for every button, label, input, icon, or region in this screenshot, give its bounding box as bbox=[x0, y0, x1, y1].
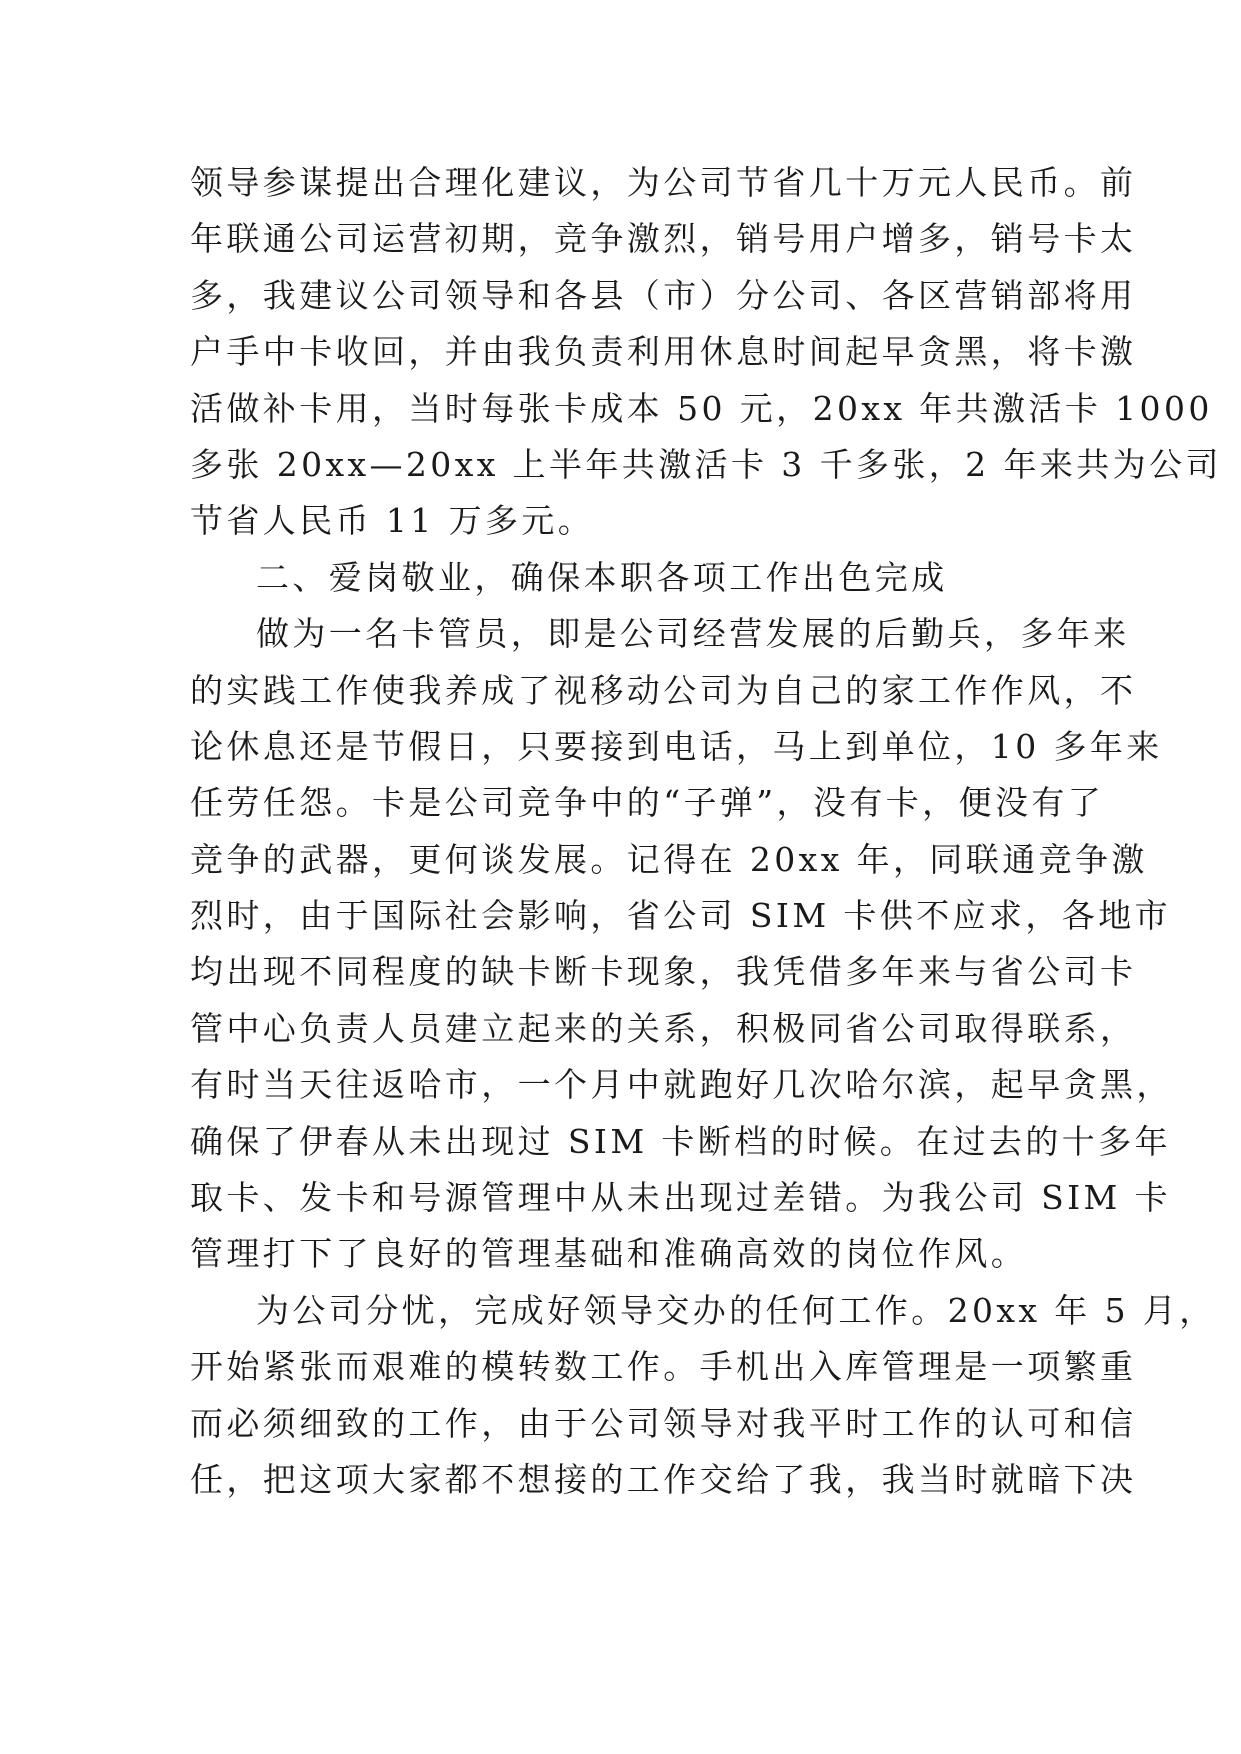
body-text bbox=[190, 155, 1222, 1508]
text-line: 论休息还是节假日，只要接到电话，马上到单位，10 多年来 bbox=[190, 726, 1163, 766]
text-line: 任，把这项大家都不想接的工作交给了我，我当时就暗下决 bbox=[190, 1459, 1137, 1499]
text-line: 均出现不同程度的缺卡断卡现象，我凭借多年来与省公司卡 bbox=[190, 952, 1137, 992]
text-line: 节省人民币 11 万多元。 bbox=[190, 501, 595, 541]
text-line: 确保了伊春从未出现过 SIM 卡断档的时候。在过去的十多年 bbox=[190, 1121, 1172, 1161]
text-line: 做为一名卡管员，即是公司经营发展的后勤兵，多年来 bbox=[256, 614, 1130, 654]
text-line: 为公司分忧，完成好领导交办的任何工作。20xx 年 5 月， bbox=[256, 1290, 1216, 1330]
text-line: 户手中卡收回，并由我负责利用休息时间起早贪黑，将卡激 bbox=[190, 332, 1137, 372]
text-line: 开始紧张而艰难的模转数工作。手机出入库管理是一项繁重 bbox=[190, 1347, 1137, 1387]
text-line: 年联通公司运营初期，竞争激烈，销号用户增多，销号卡太 bbox=[190, 219, 1137, 259]
text-line: 领导参谋提出合理化建议，为公司节省几十万元人民币。前 bbox=[190, 163, 1137, 202]
text-line: 取卡、发卡和号源管理中从未出现过差错。为我公司 SIM 卡 bbox=[190, 1178, 1172, 1218]
text-line: 而必须细致的工作，由于公司领导对我平时工作的认可和信 bbox=[190, 1403, 1137, 1443]
text-line: 任劳任怨。卡是公司竞争中的“子弹”，没有卡，便没有了 bbox=[190, 783, 1105, 823]
text-line: 管理打下了良好的管理基础和准确高效的岗位作风。 bbox=[190, 1234, 1028, 1274]
text-line: 管中心负责人员建立起来的关系，积极同省公司取得联系， bbox=[190, 1008, 1137, 1048]
text-line: 多，我建议公司领导和各县（市）分公司、各区营销部将用 bbox=[190, 275, 1137, 315]
text-line: 的实践工作使我养成了视移动公司为自己的家工作作风，不 bbox=[190, 670, 1137, 710]
text-line: 多张 20xx—20xx 上半年共激活卡 3 千多张，2 年来共为公司 bbox=[190, 444, 1222, 484]
text-line: 烈时，由于国际社会影响，省公司 SIM 卡供不应求，各地市 bbox=[190, 896, 1172, 936]
text-line: 有时当天往返哈市，一个月中就跑好几次哈尔滨，起早贪黑， bbox=[190, 1065, 1173, 1105]
text-line: 竞争的武器，更何谈发展。记得在 20xx 年，同联通竞争激 bbox=[190, 839, 1148, 879]
section-heading: 二、爱岗敬业，确保本职各项工作出色完成 bbox=[256, 557, 948, 597]
text-line: 活做补卡用，当时每张卡成本 50 元，20xx 年共激活卡 1000 bbox=[190, 388, 1213, 428]
